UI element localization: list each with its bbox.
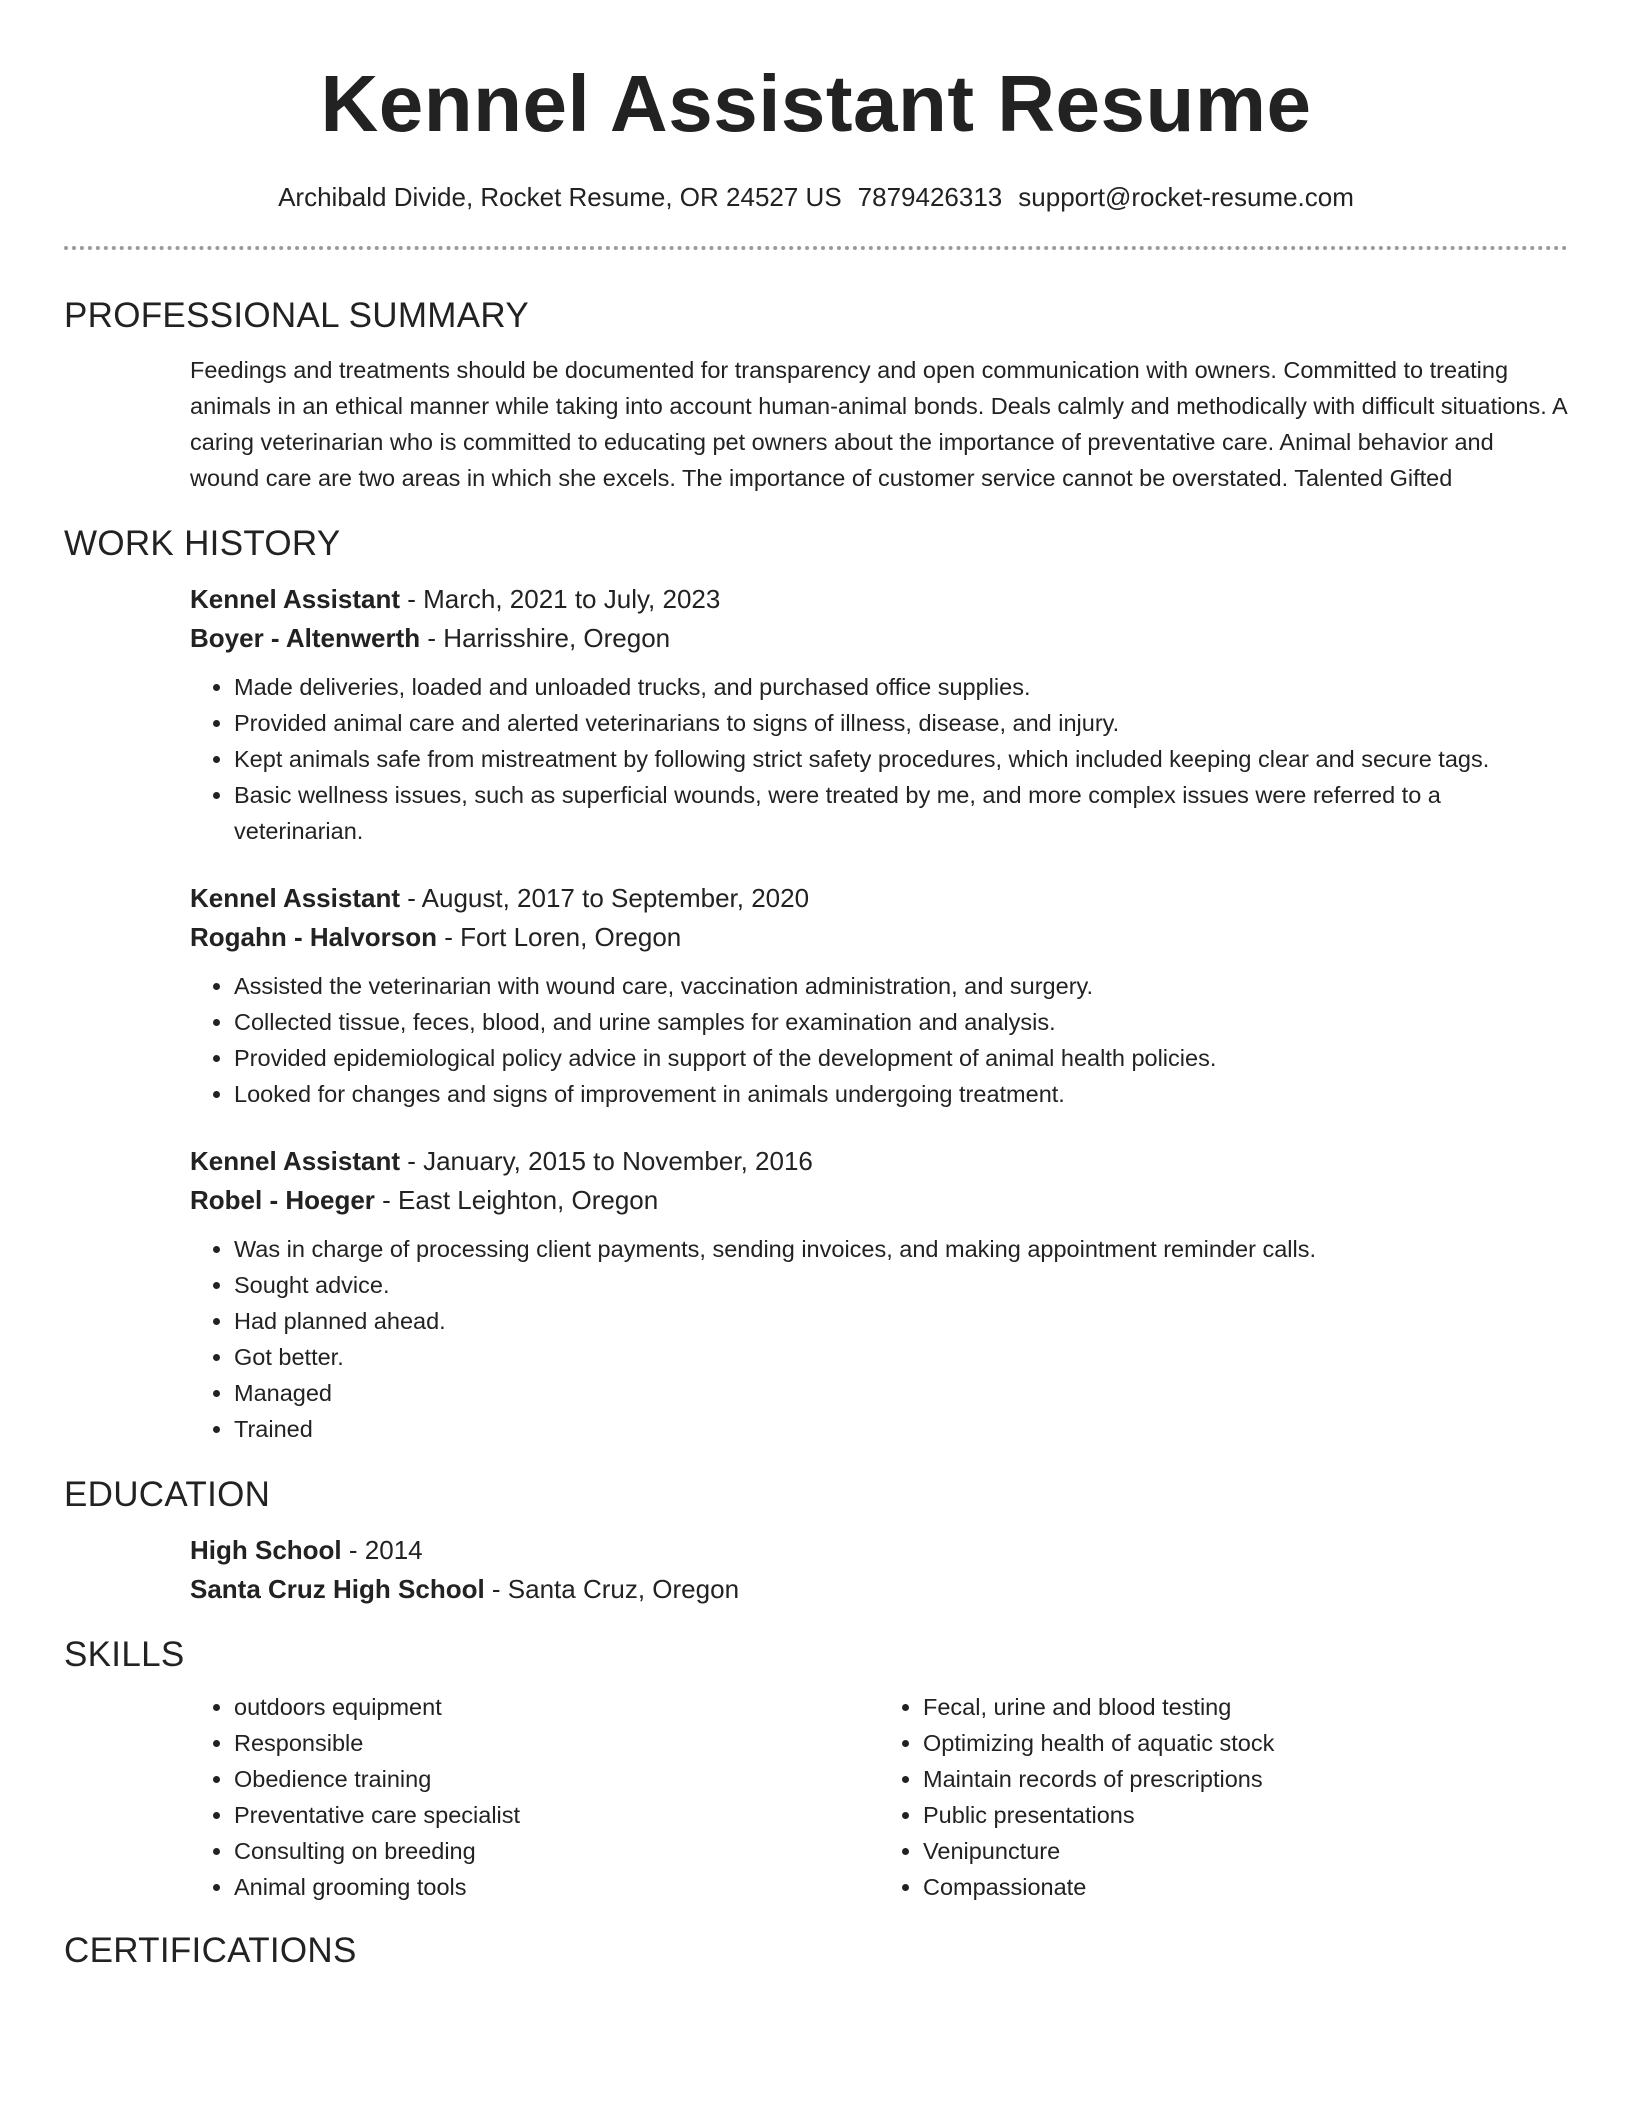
list-item: • Had planned ahead. [234,1303,1568,1339]
job-title-line [190,1142,1568,1181]
job-title: Kennel Assistant [190,584,400,614]
job-company: Rogahn - Halvorson [190,922,438,952]
job-title: Kennel Assistant [190,883,400,913]
job-bullets [190,968,1568,1112]
list-item: • Made deliveries, loaded and unloaded trucks, and purchased office supplies. [234,669,1568,705]
job-title: Kennel Assistant [190,1146,400,1176]
list-item: • Optimizing health of aquatic stock [923,1725,1568,1761]
list-item: • Maintain records of prescriptions [923,1761,1568,1797]
job-title-line [190,879,1568,918]
job-dates: - March, 2021 to July, 2023 [399,584,721,614]
header-divider [64,246,1568,250]
resume-page [64,0,1568,1973]
work-history-heading: WORK HISTORY [64,524,341,563]
job-bullets [190,1231,1568,1447]
summary-text: Feedings and treatments should be documented for transparency and open communication with owners. Committed to treating animals in an ethical manner while taking into account human-animal bonds. Deals calmly and methodically with difficult situations. A caring veterinarian who is committed to educating pet owners about the importance of preventative care. Animal behavior and wound care are two areas in which she excels. The importance of customer service cannot be overstated. Talented Gifted [190,357,1567,491]
job-title-line [190,580,1568,619]
list-item: • Trained [234,1411,1568,1447]
job-dates: - January, 2015 to November, 2016 [399,1146,813,1176]
list-item: • Consulting on breeding [234,1833,879,1869]
list-item: • Was in charge of processing client payments, sending invoices, and making appointment reminder calls. [234,1231,1568,1267]
education-heading: EDUCATION [64,1475,271,1514]
job-location: - Fort Loren, Oregon [437,922,682,952]
list-item: • Managed [234,1375,1568,1411]
job-entry [190,580,1568,849]
list-item: • Basic wellness issues, such as superficial wounds, were treated by me, and more complex issues were referred to a veterinarian. [234,777,1568,849]
contact-phone: 7879426313 [857,182,1003,212]
skills-list-right [879,1689,1568,1905]
list-item: • Venipuncture [923,1833,1568,1869]
job-company-line [190,1181,1568,1220]
summary-heading: PROFESSIONAL SUMMARY [64,296,529,335]
list-item: • Preventative care specialist [234,1797,879,1833]
list-item: • Provided animal care and alerted veterinarians to signs of illness, disease, and injury. [234,705,1568,741]
list-item: • outdoors equipment [234,1689,879,1725]
job-company-line [190,619,1568,658]
list-item: • Public presentations [923,1797,1568,1833]
skills-columns [190,1689,1568,1905]
contact-address: Archibald Divide, Rocket Resume, OR 24527 US [278,182,842,212]
list-item: • Fecal, urine and blood testing [923,1689,1568,1725]
education-location: - Santa Cruz, Oregon [484,1574,740,1604]
job-company: Robel - Hoeger [190,1185,375,1215]
job-location: - Harrisshire, Oregon [420,623,671,653]
contact-email: support@rocket-resume.com [1018,182,1354,212]
list-item: • Obedience training [234,1761,879,1797]
job-entry [190,879,1568,1112]
education-year: - 2014 [341,1535,423,1565]
list-item: • Collected tissue, feces, blood, and urine samples for examination and analysis. [234,1004,1568,1040]
education-school-line [190,1570,1568,1609]
education-school: Santa Cruz High School [190,1574,485,1604]
list-item: • Provided epidemiological policy advice in support of the development of animal health policies. [234,1040,1568,1076]
list-item: • Animal grooming tools [234,1869,879,1905]
education-entry [190,1531,1568,1609]
education-degree-line [190,1531,1568,1570]
list-item: • Got better. [234,1339,1568,1375]
skills-heading: SKILLS [64,1635,185,1674]
list-item: • Sought advice. [234,1267,1568,1303]
job-company: Boyer - Altenwerth [190,623,421,653]
education-degree: High School [190,1535,342,1565]
skills-list-left [190,1689,879,1905]
list-item: • Kept animals safe from mistreatment by following strict safety procedures, which included keeping clear and secure tags. [234,741,1568,777]
list-item: • Looked for changes and signs of improvement in animals undergoing treatment. [234,1076,1568,1112]
list-item: • Compassionate [923,1869,1568,1905]
job-location: - East Leighton, Oregon [374,1185,659,1215]
certifications-heading: CERTIFICATIONS [64,1931,357,1970]
resume-title: Kennel Assistant Resume [320,59,1312,148]
summary-body [190,352,1568,496]
list-item: • Responsible [234,1725,879,1761]
job-company-line [190,918,1568,957]
job-bullets [190,669,1568,849]
contact-line [64,180,1568,214]
job-dates: - August, 2017 to September, 2020 [399,883,810,913]
job-entry [190,1142,1568,1447]
list-item: • Assisted the veterinarian with wound care, vaccination administration, and surgery. [234,968,1568,1004]
